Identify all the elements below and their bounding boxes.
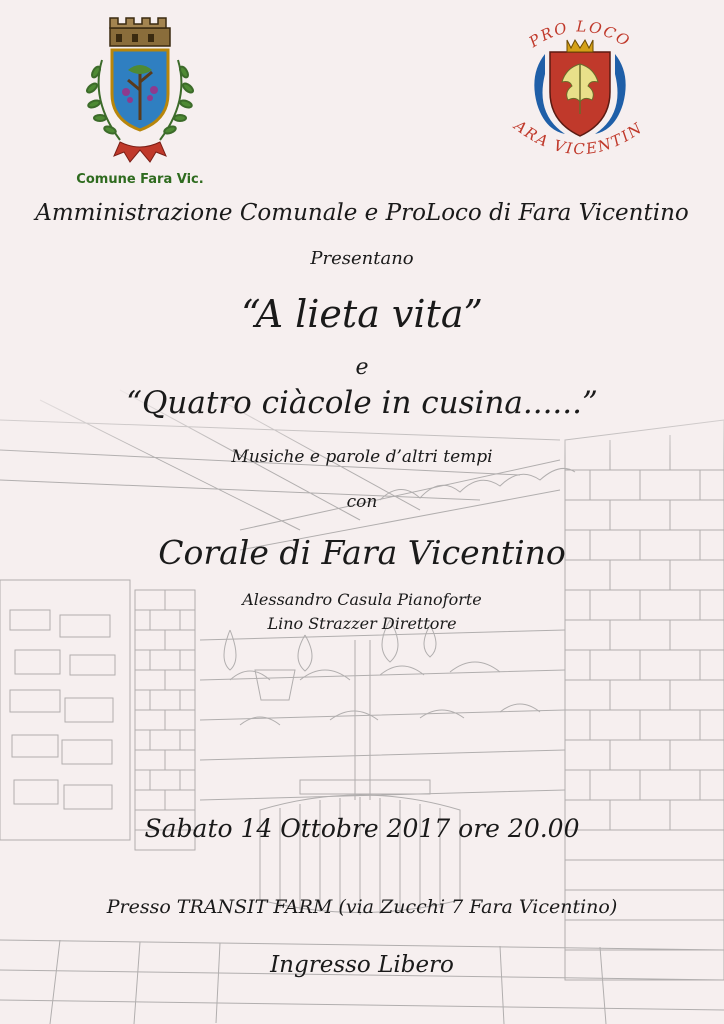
comune-caption: Comune Fara Vic. [76,172,204,187]
proloco-bottom-text: ARA VICENTIN [510,116,647,159]
organizers-line: Amministrazione Comunale e ProLoco di Fara Vicentino [35,200,689,226]
proloco-shield-icon [505,14,655,164]
comune-coat-of-arms-logo [60,10,220,185]
con-line: con [346,492,378,512]
event-subtitle: Musiche e parole d’altri tempi [231,447,493,467]
event-title-2: “Quatro ciàcole in cusina......” [126,385,598,421]
presentano-line: Presentano [310,248,414,269]
proloco-logo [505,14,655,164]
event-title-1: “A lieta vita” [241,292,483,336]
cellar-sketch-illustration [0,380,724,1024]
event-venue: Presso TRANSIT FARM (via Zucchi 7 Fara Vicentino) [106,896,618,918]
entry-info: Ingresso Libero [270,952,454,978]
event-date: Sabato 14 Ottobre 2017 ore 20.00 [144,814,580,843]
conjunction: e [355,355,369,380]
director-credit: Lino Strazzer Direttore [267,614,457,633]
proloco-top-text: PRO LOCO [525,17,635,52]
choir-name: Corale di Fara Vicentino [158,533,566,572]
coat-of-arms-icon [80,10,200,170]
pianist-credit: Alessandro Casula Pianoforte [242,590,482,609]
